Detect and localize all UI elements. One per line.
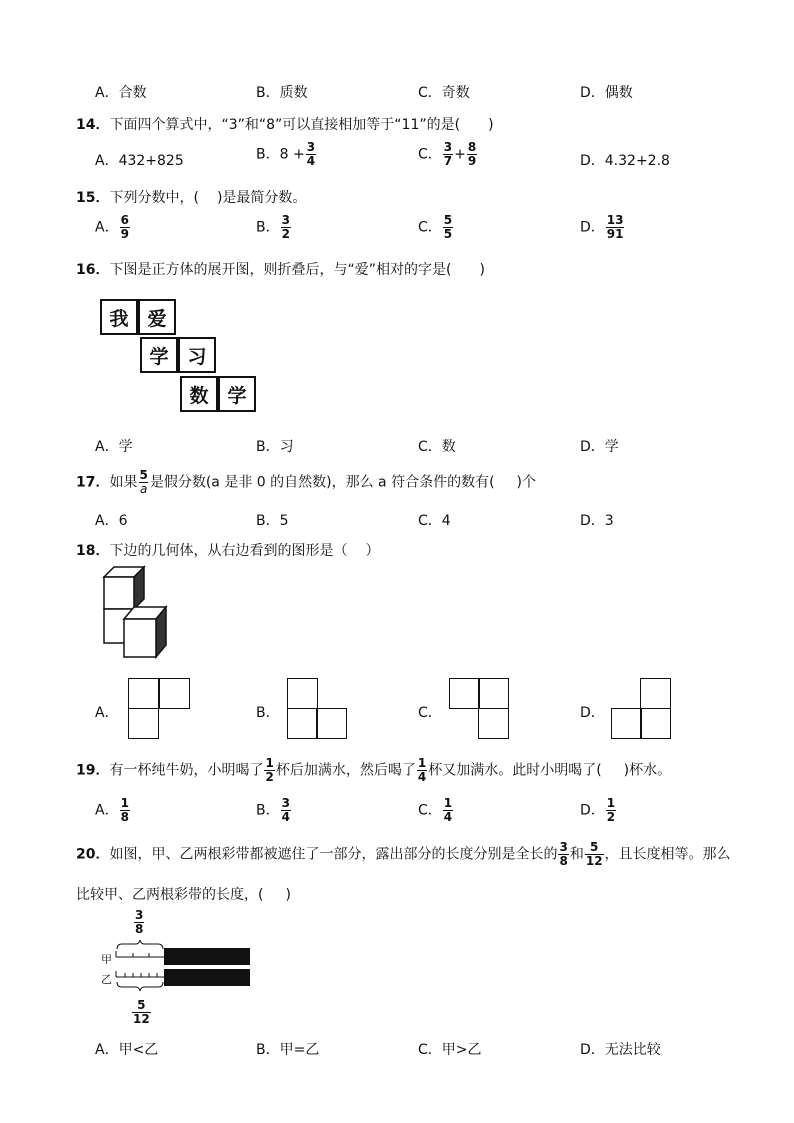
q20-option-d[interactable]: D．无法比较 (580, 1042, 661, 1058)
label-jia: 甲 (101, 953, 112, 966)
q15-option-b[interactable]: B． $\frac{3}{2}$ (256, 213, 290, 241)
q14-option-a[interactable]: A．432+825 (95, 153, 184, 169)
fraction: $\frac{3}{7}$ (443, 140, 453, 168)
question-number: 19． (76, 762, 110, 779)
q19-option-b[interactable]: B． $\frac{3}{4}$ (256, 796, 290, 824)
q14-option-d[interactable]: D．4.32+2.8 (580, 153, 670, 169)
question-19: 19．有一杯纯牛奶，小明喝了 $\frac{1}{2}$ 杯后加满水，然后喝了 $\frac{1}{4}$ 杯又加满水。此时小明喝了( )杯水。 (76, 756, 672, 784)
q13-option-d[interactable]: D．偶数 (580, 85, 633, 101)
question-20: 20．如图，甲、乙两根彩带都被遮住了一部分，露出部分的长度分别是全长的 $\frac{3}{8}$ 和 $\frac{5}{12}$ ，且长度相等。那么 (76, 840, 731, 868)
q13-option-c[interactable]: C．奇数 (418, 85, 470, 101)
question-17: 17．如果 $\frac{5}{a}$ 是假分数(a 是非 0 的自然数)，那么 a 符合条件的数有( )个 (76, 468, 537, 496)
question-15: 15．下列分数中，( )是最简分数。 (76, 190, 307, 206)
fraction: $\frac{8}{9}$ (467, 140, 477, 168)
q14-option-c[interactable]: C． $\frac{3}{7}$ + $\frac{8}{9}$ (418, 140, 477, 168)
question-number: 18． (76, 543, 110, 559)
q20-option-c[interactable]: C．甲>乙 (418, 1042, 482, 1058)
q18-option-a[interactable]: A． (95, 705, 119, 721)
q19-option-a[interactable]: A． $\frac{1}{8}$ (95, 796, 129, 824)
net-cell: 习 (178, 337, 216, 373)
q15-option-c[interactable]: C． $\frac{5}{5}$ (418, 213, 453, 241)
q18-option-d[interactable]: D． (580, 705, 605, 721)
question-number: 16． (76, 262, 110, 278)
q20-option-a[interactable]: A．甲<乙 (95, 1042, 159, 1058)
q17-option-a[interactable]: A．6 (95, 513, 128, 529)
q18-option-b[interactable]: B． (256, 705, 280, 721)
figure-fraction-top: $\frac{3}{8}$ (135, 908, 144, 936)
q13-option-b[interactable]: B．质数 (256, 85, 308, 101)
q17-option-d[interactable]: D．3 (580, 513, 614, 529)
q13-option-a[interactable]: A．合数 (95, 85, 147, 101)
q14-option-b[interactable]: B．8 + $\frac{3}{4}$ (256, 140, 316, 168)
q20-option-b[interactable]: B．甲=乙 (256, 1042, 320, 1058)
q16-option-d[interactable]: D．学 (580, 439, 619, 455)
cube-stack-figure (98, 565, 178, 661)
q15-option-a[interactable]: A． $\frac{6}{9}$ (95, 213, 129, 241)
q19-option-d[interactable]: D． $\frac{1}{2}$ (580, 796, 616, 824)
question-number: 20． (76, 846, 110, 863)
question-16: 16．下图是正方体的展开图，则折叠后，与“爱”相对的字是( ) (76, 262, 485, 278)
q15-option-d[interactable]: D． $\frac{13}{91}$ (580, 213, 624, 241)
q16-option-a[interactable]: A．学 (95, 439, 133, 455)
ribbon-figure (112, 937, 254, 997)
net-cell: 学 (218, 376, 256, 412)
question-number: 17． (76, 474, 110, 491)
question-number: 15． (76, 190, 110, 206)
net-cell: 我 (100, 299, 138, 335)
q19-option-c[interactable]: C． $\frac{1}{4}$ (418, 796, 453, 824)
question-20-line2: 比较甲、乙两根彩带的长度，( ) (76, 887, 291, 903)
q16-option-b[interactable]: B．习 (256, 439, 294, 455)
net-cell: 学 (140, 337, 178, 373)
question-number: 14． (76, 117, 110, 133)
q18-option-c[interactable]: C． (418, 705, 442, 721)
q17-option-b[interactable]: B．5 (256, 513, 289, 529)
question-18: 18．下边的几何体，从右边看到的图形是（ ） (76, 543, 380, 559)
figure-fraction-bottom: $\frac{5}{12}$ (133, 998, 150, 1026)
q16-option-c[interactable]: C．数 (418, 439, 456, 455)
fraction: $\frac{3}{4}$ (306, 140, 316, 168)
net-cell: 爱 (138, 299, 176, 335)
net-cell: 数 (180, 376, 218, 412)
question-14: 14．下面四个算式中，“3”和“8”可以直接相加等于“11”的是( ) (76, 117, 494, 133)
label-yi: 乙 (101, 973, 112, 986)
q17-option-c[interactable]: C．4 (418, 513, 451, 529)
question-text: 下面四个算式中，“3”和“8”可以直接相加等于“11”的是( (109, 117, 461, 133)
